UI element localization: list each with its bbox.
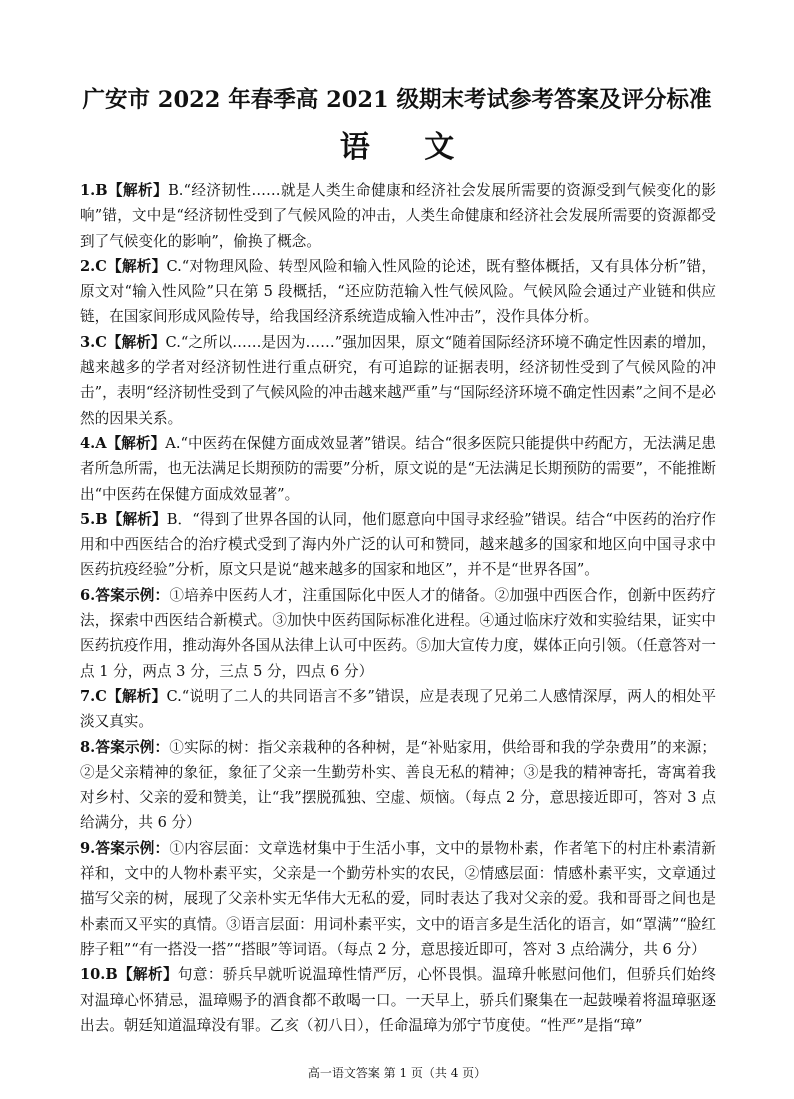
- answer-text: ①实际的树：指父亲栽种的各种树，是“补贴家用，供给哥和我的学杂费用”的来源；②是父亲精神的象征，象征了父亲一生勤劳朴实、善良无私的精神；③是我的精神寄托，寄寓着我对乡村、父亲的爱和赞美，让“我”摆脱孤独、空虚、烦恼。（每点 2 分，意思接近即可，答对 3 点给满分，共 6 分）: [80, 738, 716, 832]
- answer-letter: A: [95, 434, 107, 452]
- page-footer: 高一语文答案 第 1 页（共 4 页）: [307, 1066, 487, 1080]
- answer-item-8: [80, 735, 716, 836]
- answer-number: 7.: [80, 687, 96, 705]
- answer-tag: 【解析】: [106, 257, 167, 275]
- answer-number: 4.: [80, 434, 96, 452]
- answer-number: 8.: [80, 738, 96, 756]
- answer-number: 6.: [80, 586, 96, 604]
- answer-tag: 答案示例：: [95, 586, 170, 604]
- answer-number: 5.: [80, 510, 96, 528]
- answer-item-9: [80, 836, 716, 962]
- answer-number: 1.: [80, 182, 96, 199]
- answer-text: C.“对物理风险、转型风险和输入性风险的论述，既有整体概括，又有具体分析”错，原文对“输入性风险”只在第 5 段概括，“还应防范输入性气候风险。气候风险会通过产业链和供应链，在国家间形成风险传导，给我国经济系统造成输入性冲击”，没作具体分析。: [80, 257, 716, 326]
- subject-heading: 语 文: [339, 130, 477, 165]
- answer-number: 9.: [80, 839, 96, 857]
- answer-tag: 【解析】: [106, 687, 167, 705]
- answer-item-1: [80, 178, 716, 254]
- answer-tag: 【解析】: [117, 966, 178, 984]
- answer-list: [80, 178, 716, 1038]
- answer-text: C.“说明了二人的共同语言不多”错误，应是表现了兄弟二人感情深厚，两人的相处平淡又真实。: [80, 687, 716, 731]
- answer-text: A.“中医药在保健方面成效显著”错误。结合“很多医院只能提供中药配方，无法满足患者所急所需，也无法满足长期预防的需要”分析，原文说的是“无法满足长期预防的需要”，不能推断出“中医药在保健方面成效显著”。: [80, 434, 716, 503]
- answer-item-6: [80, 583, 716, 684]
- answer-text: C.“之所以……是因为……”强加因果，原文“随着国际经济环境不确定性因素的增加，越来越多的学者对经济韧性进行重点研究，有可追踪的证据表明，经济韧性受到了气候风险的冲击”，表明“经济韧性受到了气候风险的冲击越来越严重”与“国际经济环境不确定性因素”之间不是必然的因果关系。: [80, 333, 716, 427]
- answer-item-10: [80, 962, 716, 1038]
- answer-text: B．“得到了世界各国的认同，他们愿意向中国寻求经验”错误。结合“中医药的治疗作用和中西医结合的治疗模式受到了海内外广泛的认可和赞同，越来越多的国家和地区向中国寻求中医药抗疫经验”分析，原文只是说“越来越多的国家和地区”，并不是“世界各国”。: [80, 510, 716, 579]
- answer-tag: 【解析】: [107, 510, 167, 528]
- answer-text: 句意：骄兵早就听说温璋性情严厉，心怀畏惧。温璋升帐慰问他们，但骄兵们始终对温璋心怀猜忌，温璋赐予的酒食都不敢喝一口。一天早上，骄兵们聚集在一起鼓噪着将温璋驱逐出去。朝廷知道温璋没有罪。乙亥（初八日），任命温璋为邠宁节度使。“性严”是指“璋”: [80, 966, 716, 1034]
- answer-letter: B: [95, 510, 108, 528]
- answer-tag: 【解析】: [106, 434, 166, 452]
- answer-item-4: [80, 431, 716, 507]
- answer-text: B.“经济韧性……就是人类生命健康和经济社会发展所需要的资源受到气候变化的影响”错，文中是“经济韧性受到了气候风险的冲击，人类生命健康和经济社会发展所需要的资源都受到了气候变化的影响”，偷换了概念。: [80, 182, 716, 250]
- answer-item-2: [80, 254, 716, 330]
- answer-item-5: [80, 507, 716, 583]
- answer-item-7: [80, 684, 716, 735]
- answer-text: ①内容层面：文章选材集中于生活小事，文中的景物朴素，作者笔下的村庄朴素清新祥和，文中的人物朴素平实，父亲是一个勤劳朴实的农民，②情感层面：情感朴素平实，文章通过描写父亲的树，展现了父亲朴实无华伟大无私的爱，同时表达了我对父亲的爱。我和哥哥之间也是朴素而又平实的真情。③语言层面：用词朴素平实，文中的语言多是生活化的语言，如“罩满”“脸红脖子粗”“有一搭没一搭”“搭眼”等词语。（每点 2 分，意思接近即可，答对 3 点给满分，共 6 分）: [80, 839, 716, 958]
- answer-letter: C: [95, 257, 107, 275]
- answer-item-3: [80, 330, 716, 431]
- answer-tag: 答案示例：: [95, 738, 170, 756]
- answer-number: 3.: [80, 333, 96, 351]
- answer-tag: 答案示例：: [95, 839, 170, 857]
- answer-letter: B: [105, 966, 118, 984]
- answer-letter: C: [95, 687, 107, 705]
- answer-text: ①培养中医药人才，注重国际化中医人才的储备。②加强中西医合作，创新中医药疗法，探索中西医结合新模式。③加快中医药国际标准化进程。④通过临床疗效和实验结果，证实中医药抗疫作用，推动海外各国从法律上认可中医药。⑤加大宣传力度，媒体正向引领。（任意答对一点 1 分，两点 3 分，三点 5 分，四点 6 分）: [80, 586, 716, 680]
- answer-number: 10.: [80, 966, 106, 984]
- answer-tag: 【解析】: [107, 182, 169, 199]
- answer-number: 2.: [80, 257, 96, 275]
- answer-letter: C: [95, 333, 107, 351]
- document-title: 广安市 2022 年春季高 2021 级期末考试参考答案及评分标准: [82, 87, 712, 113]
- answer-tag: 【解析】: [106, 333, 166, 351]
- answer-letter: B: [95, 182, 108, 199]
